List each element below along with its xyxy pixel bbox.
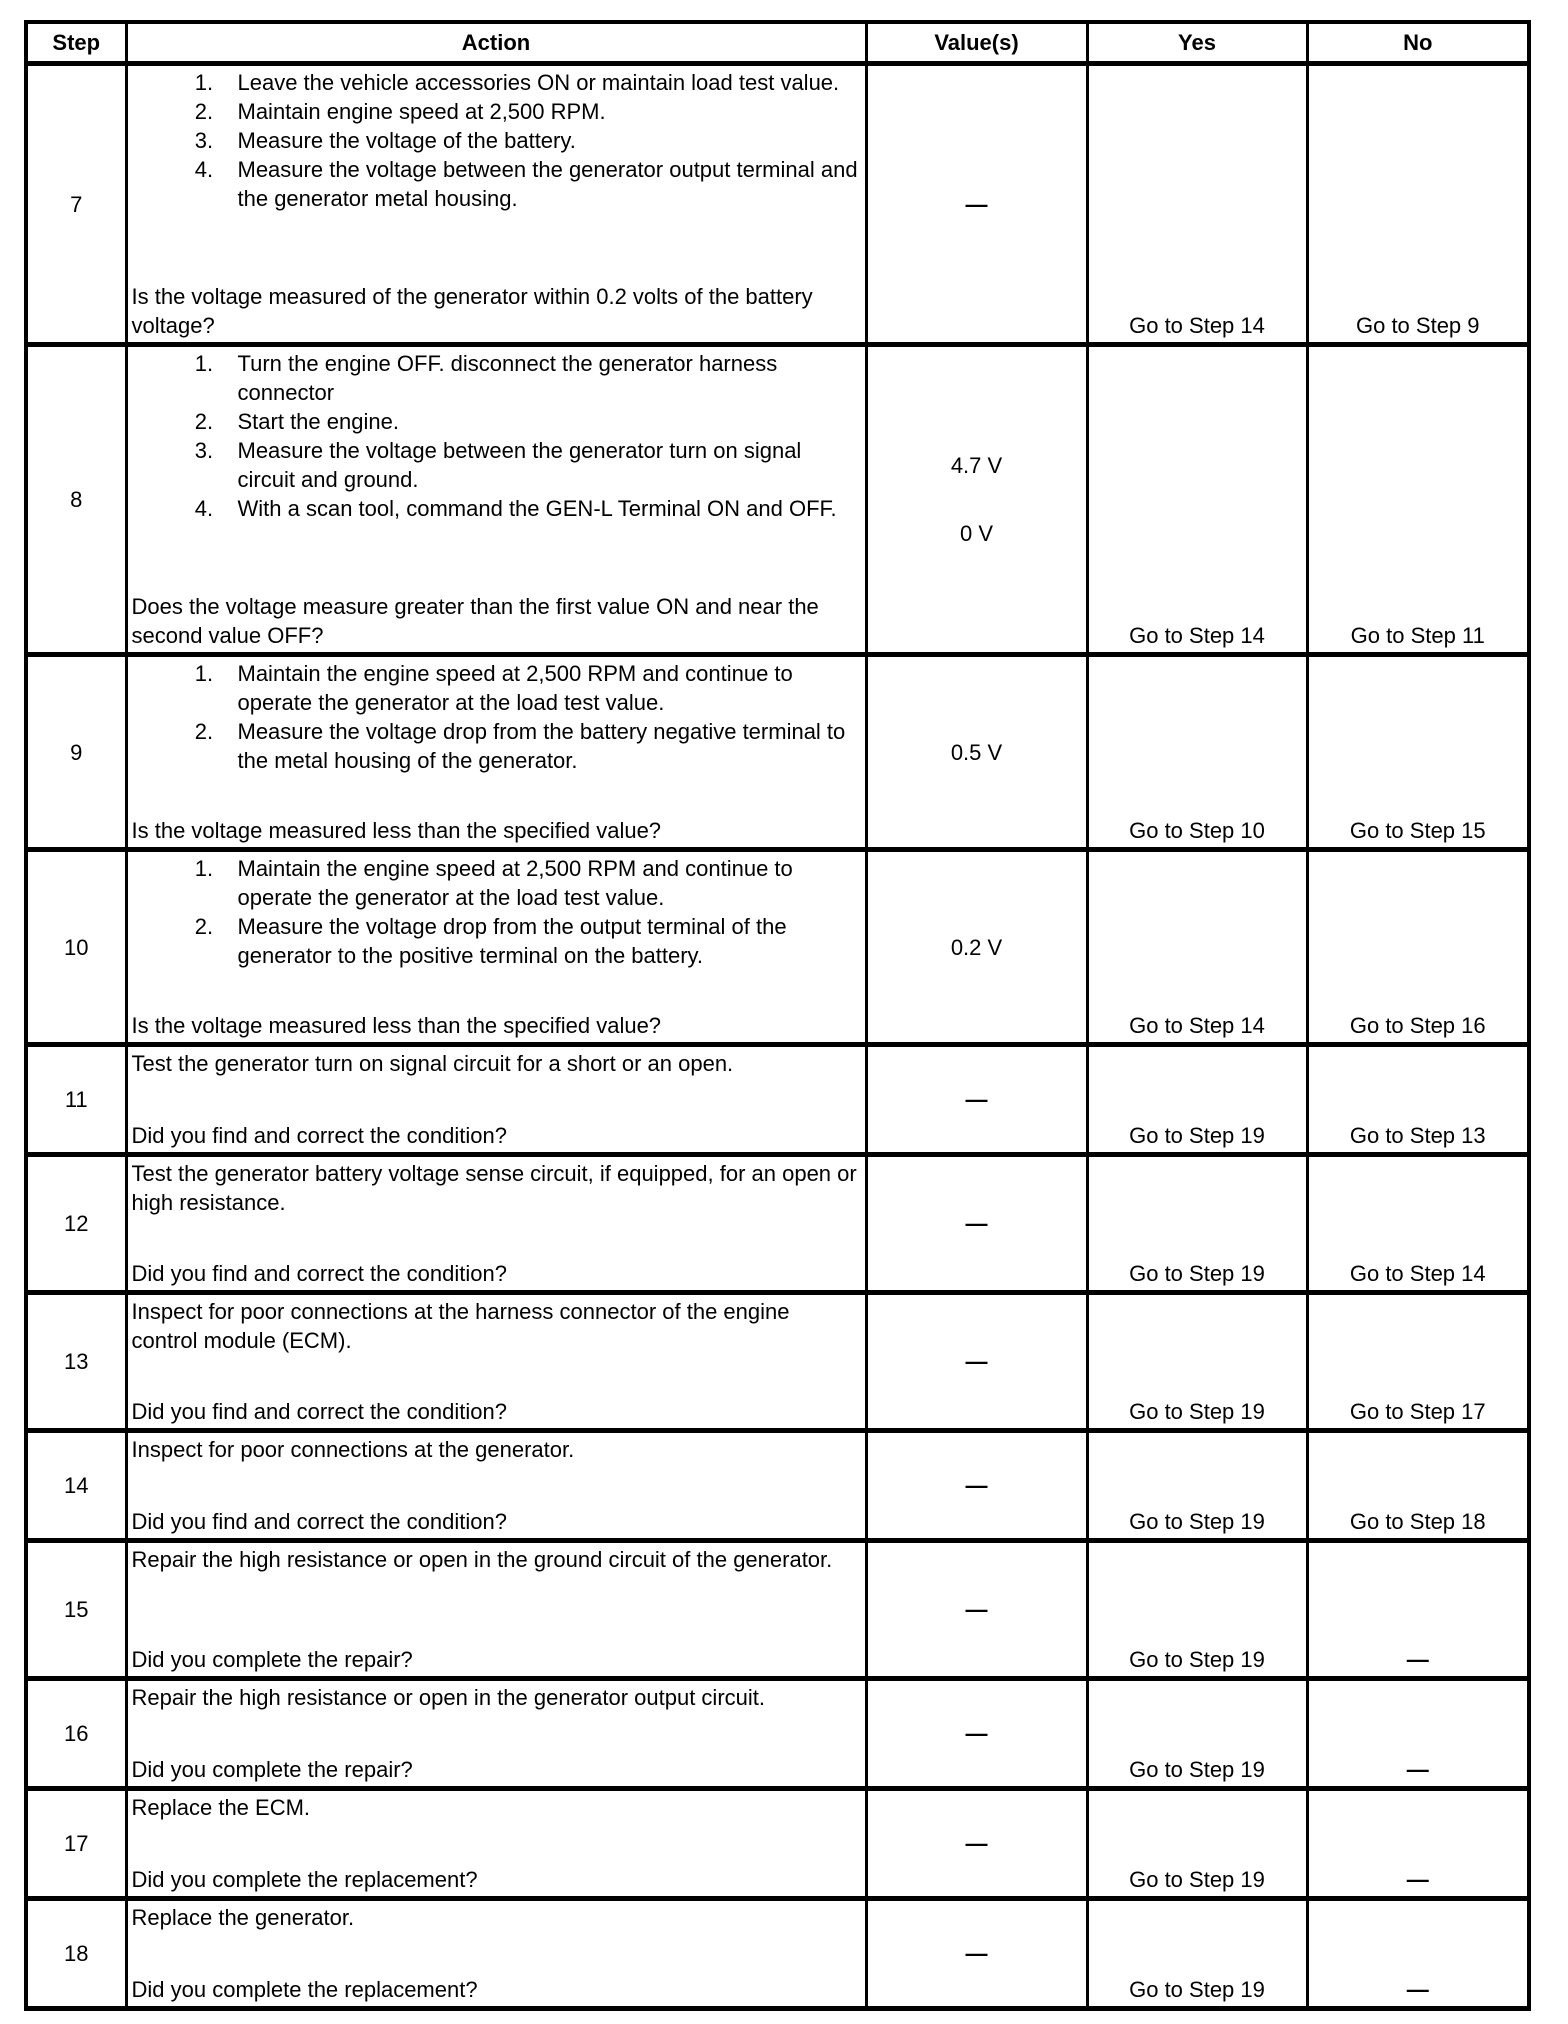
- value-cell: [866, 1045, 1087, 1155]
- action-step: 2. Maintain engine speed at 2,500 RPM.: [232, 97, 861, 126]
- table-row: [26, 850, 1529, 1045]
- table-row: [26, 345, 1529, 655]
- action-cell: [126, 345, 866, 655]
- action-step: 2. Measure the voltage drop from the battery negative terminal to the metal housing of the generator.: [232, 717, 861, 775]
- header-no: No: [1307, 22, 1529, 64]
- value-cell: [866, 1293, 1087, 1431]
- value-cell: [866, 345, 1087, 655]
- yes-cell: Go to Step 10: [1087, 655, 1307, 850]
- action-cell: [126, 1045, 866, 1155]
- action-step: 1. Maintain the engine speed at 2,500 RPM and continue to operate the generator at the load test value.: [232, 659, 861, 717]
- no-cell: Go to Step 18: [1307, 1431, 1529, 1541]
- header-action: Action: [126, 22, 866, 64]
- action-question: Does the voltage measure greater than the first value ON and near the second value OFF?: [131, 594, 819, 648]
- table-row: [26, 64, 1529, 345]
- action-step: 1. Leave the vehicle accessories ON or maintain load test value.: [232, 68, 861, 97]
- value-cell: [866, 1789, 1087, 1899]
- table-row: [26, 1293, 1529, 1431]
- value-cell: [866, 1899, 1087, 2009]
- header-yes: Yes: [1087, 22, 1307, 64]
- action-cell: [126, 1679, 866, 1789]
- action-text: Test the generator battery voltage sense circuit, if equipped, for an open or high resistance.: [131, 1161, 857, 1215]
- action-question: Did you find and correct the condition?: [131, 1261, 507, 1286]
- value-cell: [866, 1431, 1087, 1541]
- action-step: 3. Measure the voltage of the battery.: [232, 126, 861, 155]
- action-text: Inspect for poor connections at the harness connector of the engine control module (ECM).: [131, 1299, 790, 1353]
- value: —: [965, 1831, 988, 1856]
- action-question: Is the voltage measured less than the specified value?: [131, 818, 662, 843]
- action-step: 3. Measure the voltage between the generator turn on signal circuit and ground.: [232, 436, 861, 494]
- no-cell: —: [1307, 1899, 1529, 2009]
- value: 4.7 V: [950, 453, 1003, 478]
- step-number: 7: [26, 64, 126, 345]
- value: —: [965, 1087, 988, 1112]
- action-cell: [126, 1155, 866, 1293]
- value: —: [965, 1349, 988, 1374]
- no-cell: Go to Step 16: [1307, 850, 1529, 1045]
- header-values: Value(s): [866, 22, 1087, 64]
- action-steps: [132, 68, 861, 213]
- no-cell: Go to Step 13: [1307, 1045, 1529, 1155]
- action-cell: [126, 1899, 866, 2009]
- step-number: 13: [26, 1293, 126, 1431]
- yes-cell: Go to Step 19: [1087, 1045, 1307, 1155]
- action-text: Inspect for poor connections at the generator.: [131, 1437, 575, 1462]
- action-cell: [126, 850, 866, 1045]
- diagnostic-table: [24, 20, 1531, 2011]
- yes-cell: Go to Step 19: [1087, 1899, 1307, 2009]
- value: 0.2 V: [950, 934, 1003, 960]
- step-number: 17: [26, 1789, 126, 1899]
- yes-cell: Go to Step 19: [1087, 1155, 1307, 1293]
- value-cell: [866, 1541, 1087, 1679]
- step-number: 15: [26, 1541, 126, 1679]
- action-question: Did you complete the replacement?: [131, 1867, 478, 1892]
- action-step: 2. Measure the voltage drop from the output terminal of the generator to the positive terminal on the battery.: [232, 912, 861, 970]
- value: —: [965, 1597, 988, 1622]
- action-question: Did you find and correct the condition?: [131, 1399, 507, 1424]
- yes-cell: Go to Step 14: [1087, 345, 1307, 655]
- no-cell: Go to Step 17: [1307, 1293, 1529, 1431]
- action-cell: [126, 1789, 866, 1899]
- header-row: [26, 22, 1529, 64]
- value-second: 0 V: [959, 521, 994, 546]
- step-number: 9: [26, 655, 126, 850]
- value-cell: [866, 850, 1087, 1045]
- action-cell: [126, 1293, 866, 1431]
- table-row: [26, 1045, 1529, 1155]
- value: —: [965, 191, 988, 217]
- action-text: Repair the high resistance or open in the generator output circuit.: [131, 1685, 765, 1710]
- yes-cell: Go to Step 19: [1087, 1431, 1307, 1541]
- value: —: [965, 1473, 988, 1498]
- yes-cell: Go to Step 14: [1087, 64, 1307, 345]
- table-row: [26, 1541, 1529, 1679]
- action-step: 4. With a scan tool, command the GEN-L Terminal ON and OFF.: [232, 494, 861, 523]
- action-step: 2. Start the engine.: [232, 407, 861, 436]
- yes-cell: Go to Step 14: [1087, 850, 1307, 1045]
- action-text: Test the generator turn on signal circuit for a short or an open.: [131, 1051, 734, 1076]
- header-step: Step: [26, 22, 126, 64]
- no-cell: Go to Step 14: [1307, 1155, 1529, 1293]
- step-number: 11: [26, 1045, 126, 1155]
- action-step: 1. Maintain the engine speed at 2,500 RPM and continue to operate the generator at the load test value.: [232, 854, 861, 912]
- table-row: [26, 1155, 1529, 1293]
- yes-cell: Go to Step 19: [1087, 1293, 1307, 1431]
- action-steps: [132, 854, 861, 970]
- table-row: [26, 1899, 1529, 2009]
- table-row: [26, 1789, 1529, 1899]
- table-row: [26, 1679, 1529, 1789]
- action-text: Replace the generator.: [131, 1905, 355, 1930]
- yes-cell: Go to Step 19: [1087, 1541, 1307, 1679]
- step-number: 8: [26, 345, 126, 655]
- value-cell: [866, 1155, 1087, 1293]
- value: 0.5 V: [950, 739, 1003, 765]
- no-cell: —: [1307, 1541, 1529, 1679]
- value: —: [965, 1211, 988, 1236]
- action-step: 1. Turn the engine OFF. disconnect the generator harness connector: [232, 349, 861, 407]
- action-cell: [126, 1431, 866, 1541]
- action-question: Did you complete the replacement?: [131, 1977, 478, 2002]
- action-question: Did you complete the repair?: [131, 1757, 413, 1782]
- action-question: Did you complete the repair?: [131, 1647, 413, 1672]
- value-cell: [866, 1679, 1087, 1789]
- value-cell: [866, 655, 1087, 850]
- action-text: Replace the ECM.: [131, 1795, 311, 1820]
- action-question: Did you find and correct the condition?: [131, 1509, 507, 1534]
- value: —: [965, 1721, 988, 1746]
- action-question: Is the voltage measured of the generator within 0.2 volts of the battery voltage?: [131, 284, 813, 338]
- action-text: Repair the high resistance or open in the ground circuit of the generator.: [131, 1547, 833, 1572]
- step-number: 10: [26, 850, 126, 1045]
- action-cell: [126, 64, 866, 345]
- step-number: 14: [26, 1431, 126, 1541]
- action-cell: [126, 655, 866, 850]
- value: —: [965, 1941, 988, 1966]
- step-number: 18: [26, 1899, 126, 2009]
- no-cell: —: [1307, 1789, 1529, 1899]
- action-question: Is the voltage measured less than the specified value?: [131, 1013, 662, 1038]
- no-cell: —: [1307, 1679, 1529, 1789]
- action-cell: [126, 1541, 866, 1679]
- step-number: 12: [26, 1155, 126, 1293]
- no-cell: Go to Step 15: [1307, 655, 1529, 850]
- yes-cell: Go to Step 19: [1087, 1679, 1307, 1789]
- value-cell: [866, 64, 1087, 345]
- action-steps: [132, 659, 861, 775]
- step-number: 16: [26, 1679, 126, 1789]
- no-cell: Go to Step 11: [1307, 345, 1529, 655]
- action-question: Did you find and correct the condition?: [131, 1123, 507, 1148]
- table-row: [26, 655, 1529, 850]
- no-cell: Go to Step 9: [1307, 64, 1529, 345]
- yes-cell: Go to Step 19: [1087, 1789, 1307, 1899]
- action-steps: [132, 349, 861, 523]
- table-row: [26, 1431, 1529, 1541]
- action-step: 4. Measure the voltage between the generator output terminal and the generator metal housing.: [232, 155, 861, 213]
